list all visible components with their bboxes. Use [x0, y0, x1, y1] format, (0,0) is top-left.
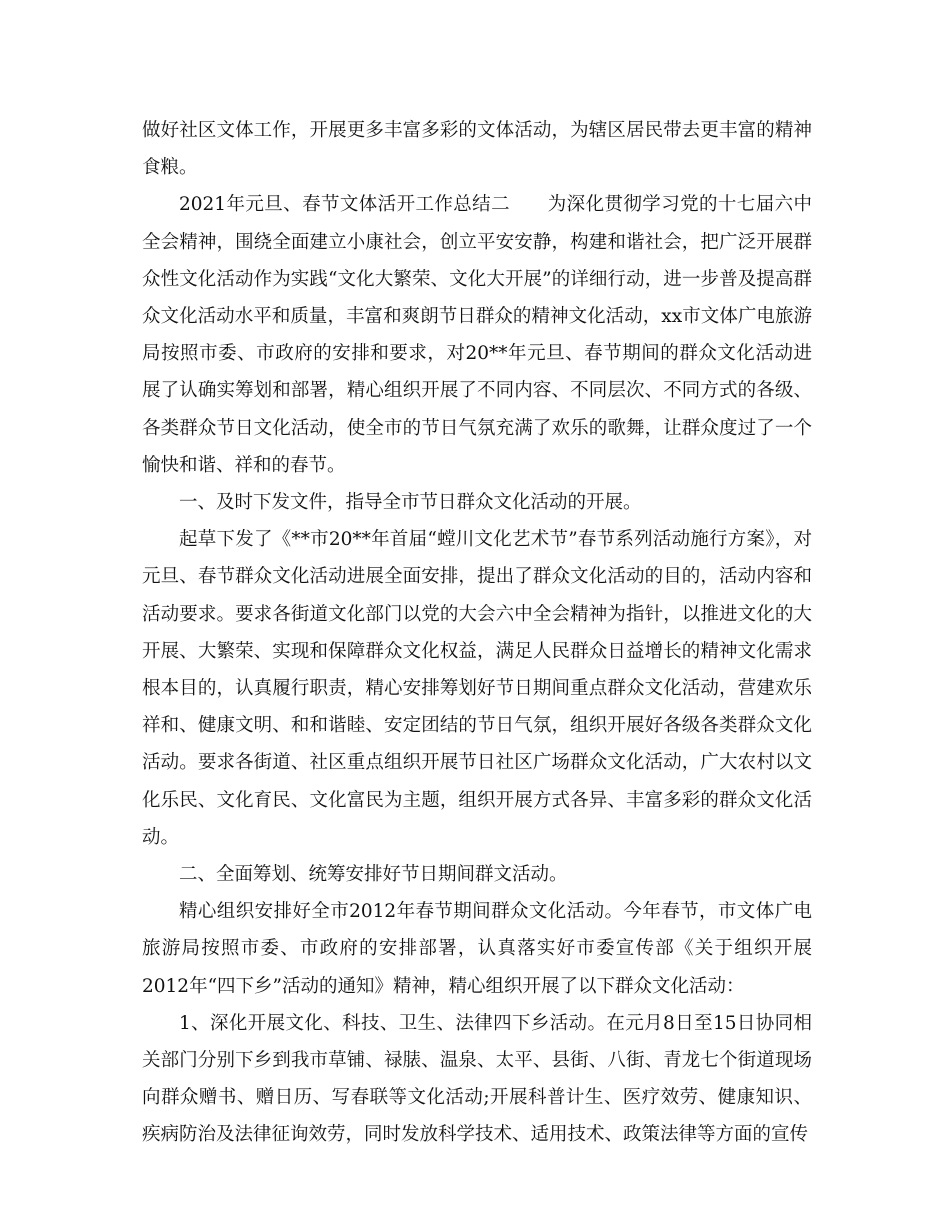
paragraph-continuation: 做好社区文体工作，开展更多丰富多彩的文体活动，为辖区居民带去更丰富的精神食粮。: [142, 120, 812, 179]
paragraph-section-2: 精心组织安排好全市2012年春节期间群众文化活动。今年春节，市文体广电旅游局按照市委、市政府的安排部署，认真落实好市委宣传部《关于组织开展2012年“四下乡”活动的通知》精神，精心组织开展了以下群众文化活动：: [142, 901, 812, 997]
paragraph-item-1: 1、深化开展文化、科技、卫生、法律四下乡活动。在元月8日至15日协同相关部门分别下乡到我市草铺、禄脿、温泉、太平、县街、八街、青龙七个街道现场向群众赠书、赠日历、写春联等文化活动;开展科普计生、医疗效劳、健康知识、疾病防治及法律征询效劳，同时发放科学技术、适用技术、政策法律等方面的宣传: [142, 1012, 812, 1146]
paragraph-summary-intro: 2021年元旦、春节文体活开工作总结二 为深化贯彻学习党的十七届六中全会精神，围绕全面建立小康社会，创立平安安静，构建和谐社会，把广泛开展群众性文化活动作为实践“文化大繁荣、文化大开展”的详细行动，进一步普及提高群众文化活动水平和质量，丰富和爽朗节日群众的精神文化活动，xx市文体广电旅游局按照市委、市政府的安排和要求，对20**年元旦、春节期间的群众文化活动进展了认确实筹划和部署，精心组织开展了不同内容、不同层次、不同方式的各级、各类群众节日文化活动，使全市的节日气氛充满了欢乐的歌舞，让群众度过了一个愉快和谐、祥和的春节。: [142, 194, 812, 476]
section-heading-1: 一、及时下发文件，指导全市节日群众文化活动的开展。: [179, 492, 642, 514]
paragraph-section-1: 起草下发了《**市20**年首届“螳川文化艺术节”春节系列活动施行方案》，对元旦、春节群众文化活动进展全面安排，提出了群众文化活动的目的，活动内容和活动要求。要求各街道文化部门以党的大会六中全会精神为指针，以推进文化的大开展、大繁荣、实现和保障群众文化权益，满足人民群众日益增长的精神文化需求根本目的，认真履行职责，精心安排筹划好节日期间重点群众文化活动，营建欢乐祥和、健康文明、和和谐睦、安定团结的节日气氛，组织开展好各级各类群众文化活动。要求各街道、社区重点组织开展节日社区广场群众文化活动，广大农村以文化乐民、文化育民、文化富民为主题，组织开展方式各异、丰富多彩的群众文化活动。: [142, 529, 812, 848]
document-body: [142, 112, 812, 1154]
section-heading-2: 二、全面筹划、统筹安排好节日期间群文活动。: [179, 864, 568, 886]
